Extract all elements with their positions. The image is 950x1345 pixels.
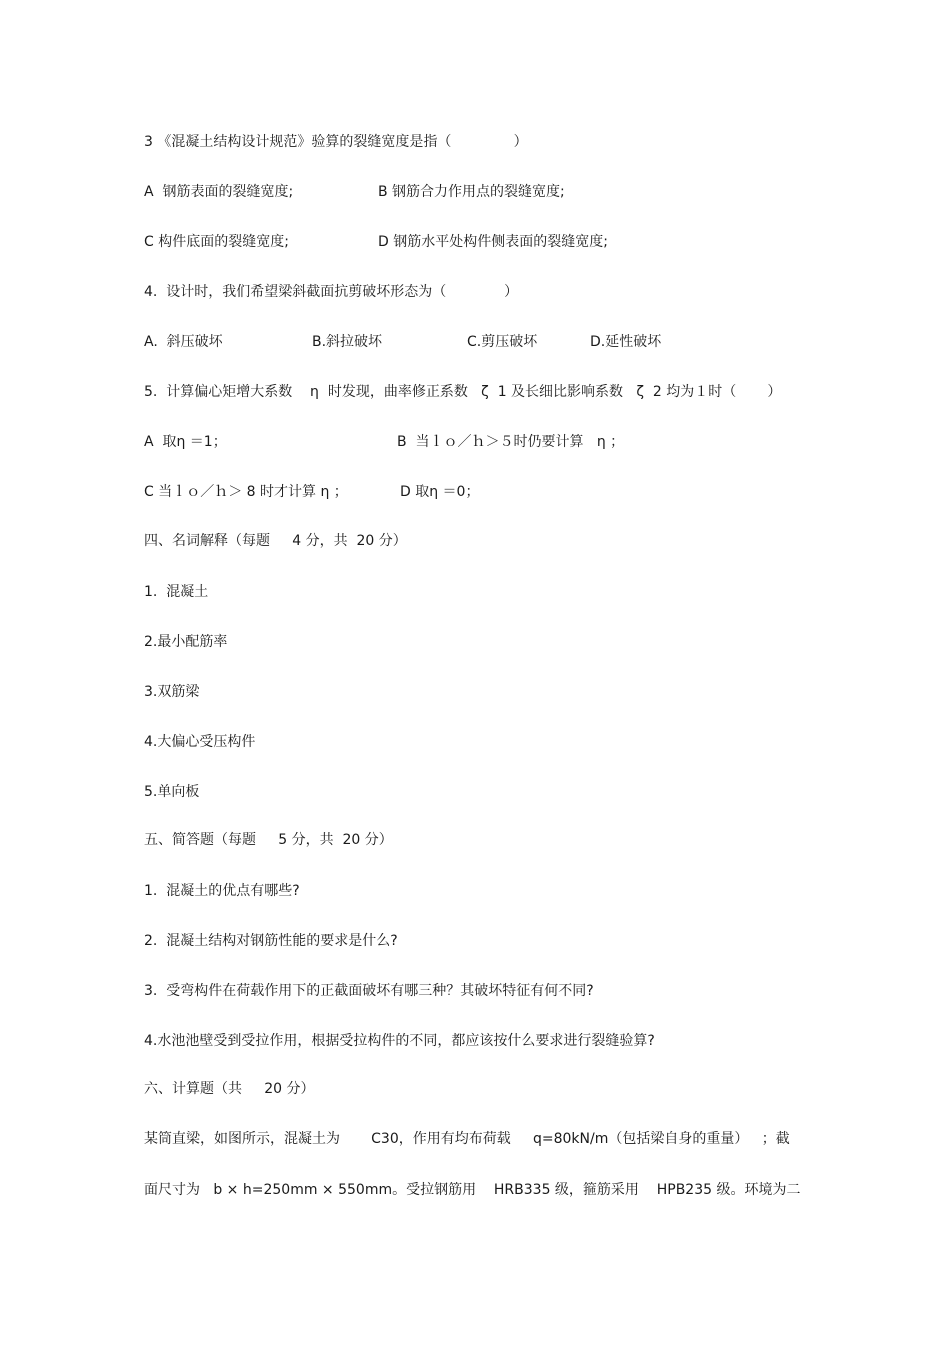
section-5-heading: 五、简答题（每题 5 分，共 20 分） xyxy=(144,832,393,848)
section-4-item: 3.双筋梁 xyxy=(144,684,200,700)
question-3-option-d: D 钢筋水平处构件侧表面的裂缝宽度; xyxy=(378,234,608,250)
question-3-stem: 3 《混凝土结构设计规范》验算的裂缝宽度是指（ ） xyxy=(144,134,528,150)
question-4-stem: 4. 设计时，我们希望梁斜截面抗剪破坏形态为（ ） xyxy=(144,284,519,300)
section-5-item: 4.水池池壁受到受拉作用，根据受拉构件的不同，都应该按什么要求进行裂缝验算? xyxy=(144,1033,655,1049)
section-6-paragraph-line: 某筒直梁，如图所示，混凝土为 C30，作用有均布荷载 q=80kN/m（包括梁自身的重量） ；截 xyxy=(144,1131,790,1147)
question-4-option-b: B.斜拉破坏 xyxy=(312,334,383,350)
question-4-option-a: A. 斜压破坏 xyxy=(144,334,223,350)
section-5-item: 3. 受弯构件在荷载作用下的正截面破坏有哪三种？其破坏特征有何不同? xyxy=(144,983,594,999)
question-3-option-a: A 钢筋表面的裂缝宽度; xyxy=(144,184,294,200)
section-4-item: 2.最小配筋率 xyxy=(144,634,228,650)
question-5-option-b: B 当ｌｏ／ｈ＞５时仍要计算 η ； xyxy=(397,434,625,450)
section-6-heading: 六、计算题（共 20 分） xyxy=(144,1081,315,1097)
section-6-paragraph-line: 面尺寸为 b × h=250mm × 550mm。受拉钢筋用 HRB335 级，箍筋采用 HPB235 级。环境为二 xyxy=(144,1182,801,1198)
question-4-option-c: C.剪压破坏 xyxy=(467,334,538,350)
question-3-option-c: C 构件底面的裂缝宽度; xyxy=(144,234,289,250)
question-5-stem: 5. 计算偏心矩增大系数 η 时发现，曲率修正系数 ζ 1 及长细比影响系数 ζ 2 均为１时（ ） xyxy=(144,384,782,400)
section-5-item: 1. 混凝土的优点有哪些? xyxy=(144,883,300,899)
section-4-heading: 四、名词解释（每题 4 分，共 20 分） xyxy=(144,533,407,549)
question-5-option-a: A 取η ＝1； xyxy=(144,434,227,450)
question-3-option-b: B 钢筋合力作用点的裂缝宽度; xyxy=(378,184,565,200)
section-4-item: 1. 混凝土 xyxy=(144,584,209,600)
question-5-option-c: C 当ｌｏ／ｈ＞ 8 时才计算 η ； xyxy=(144,484,348,500)
section-4-item: 5.单向板 xyxy=(144,784,200,800)
question-4-option-d: D.延性破坏 xyxy=(590,334,662,350)
section-4-item: 4.大偏心受压构件 xyxy=(144,734,256,750)
section-5-item: 2. 混凝土结构对钢筋性能的要求是什么? xyxy=(144,933,398,949)
question-5-option-d: D 取η ＝0； xyxy=(400,484,480,500)
